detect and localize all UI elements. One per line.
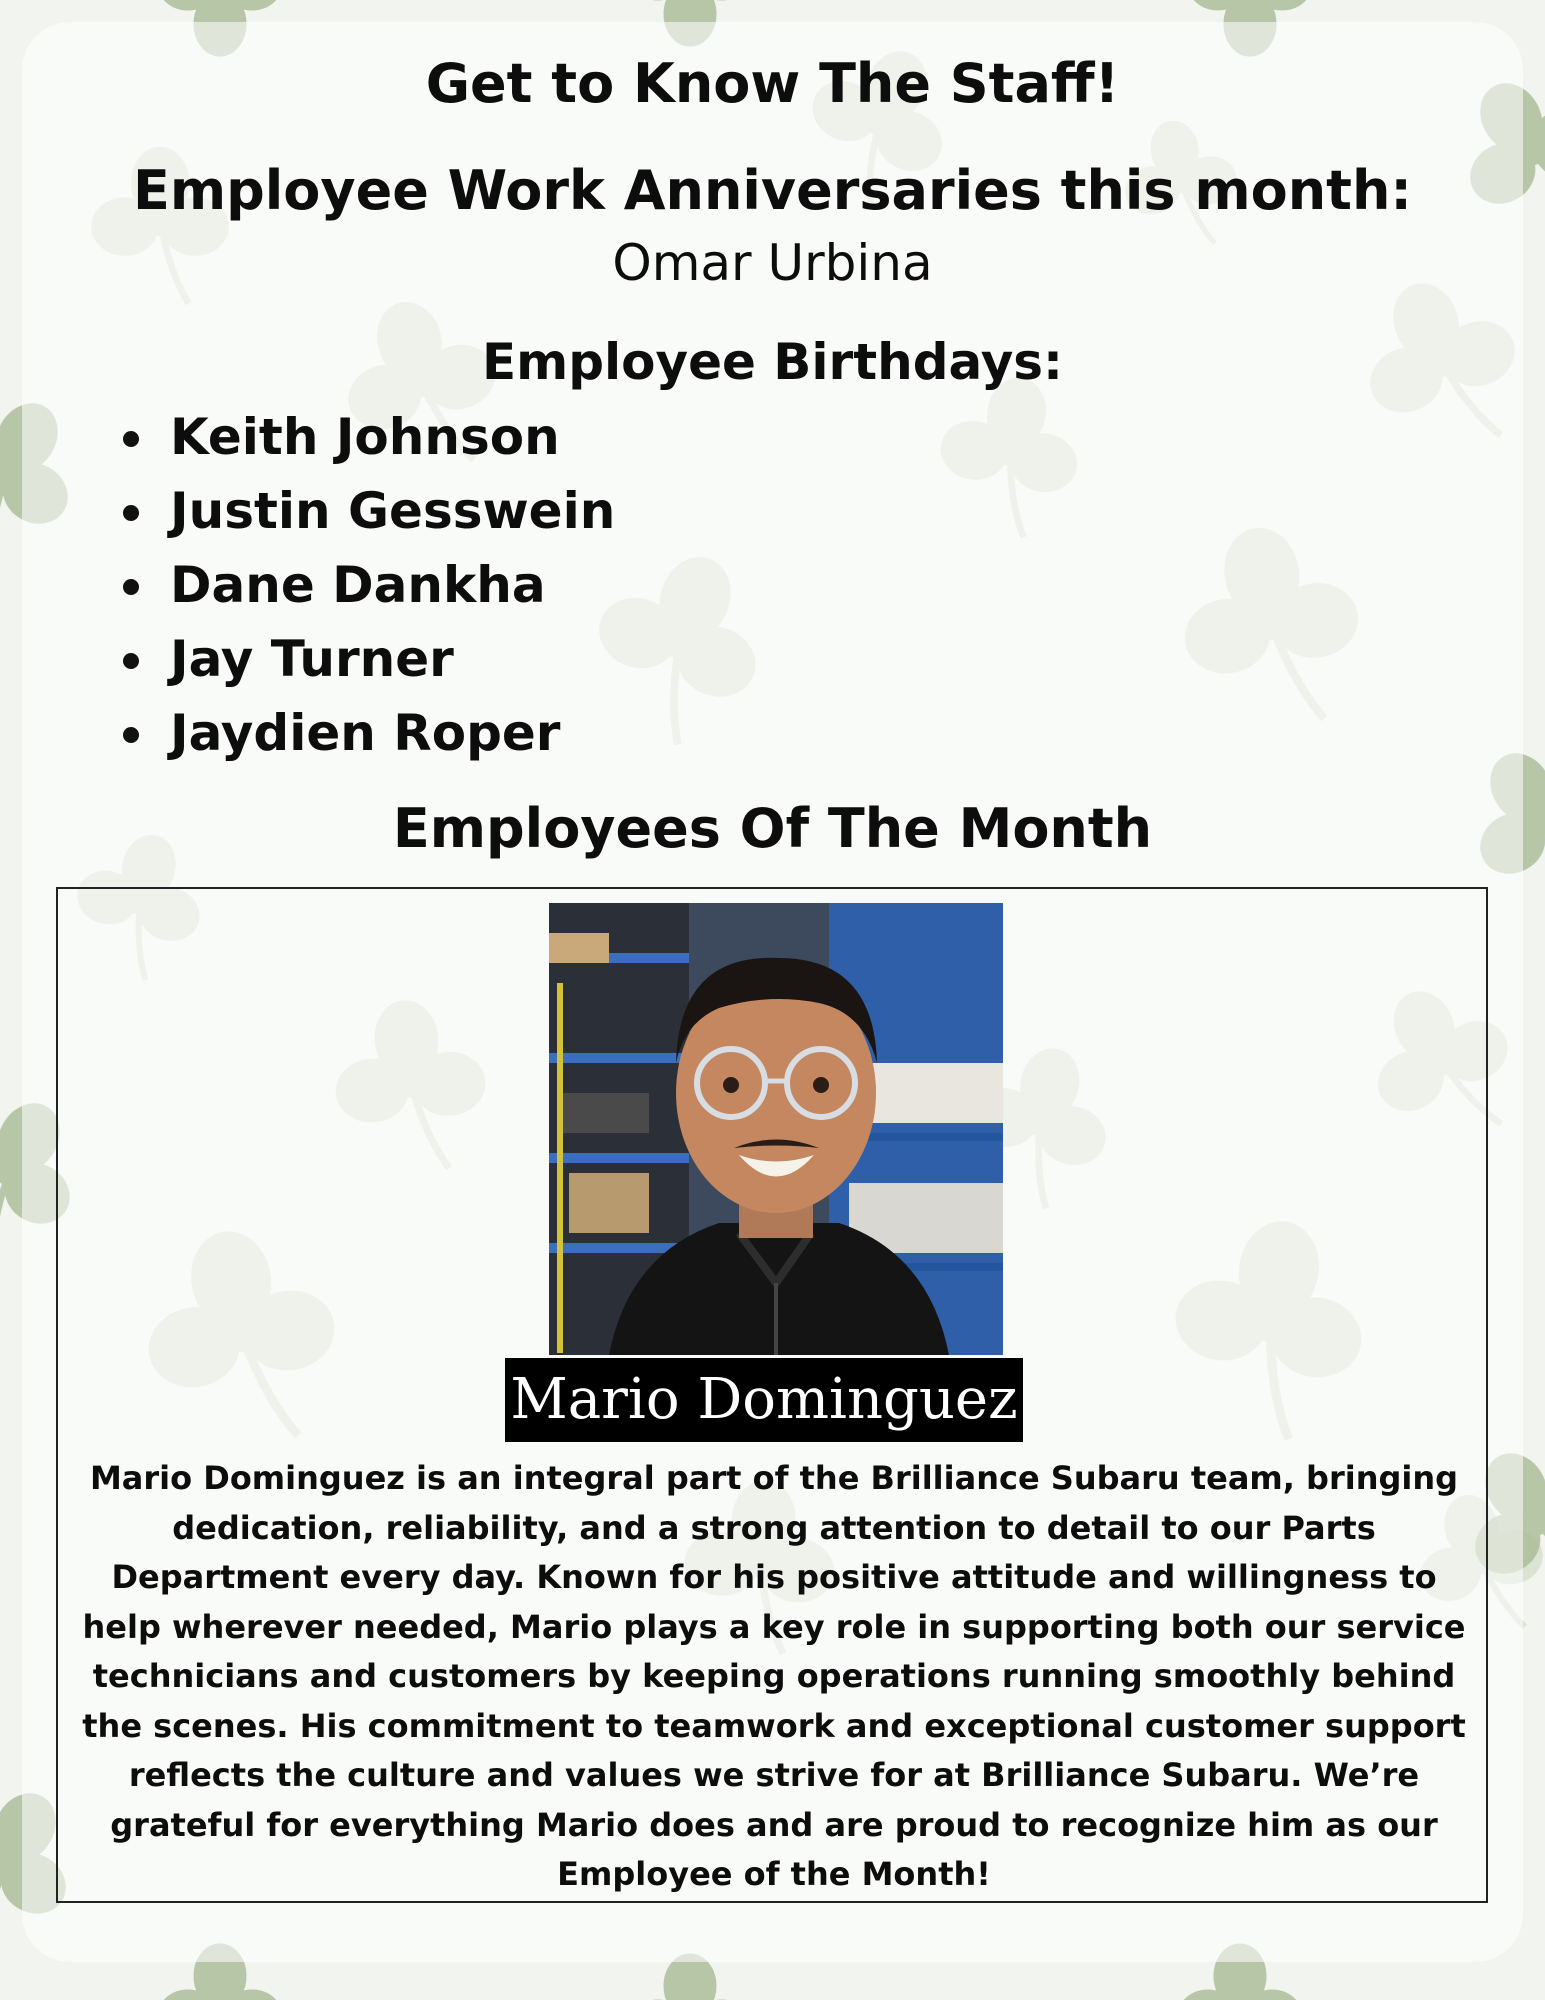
- employee-name: Mario Dominguez: [505, 1358, 1023, 1442]
- birthday-item: Keith Johnson: [120, 400, 615, 474]
- employee-of-month-heading: Employees Of The Month: [392, 797, 1153, 860]
- birthday-item: Jaydien Roper: [120, 696, 615, 770]
- employee-of-month-box: [56, 887, 1488, 1903]
- birthday-item: Dane Dankha: [120, 548, 615, 622]
- birthday-item: Justin Gesswein: [120, 474, 615, 548]
- birthdays-list: [120, 400, 615, 770]
- employee-photo: [549, 903, 1003, 1355]
- anniversary-name: Omar Urbina: [612, 234, 933, 292]
- page-title: Get to Know The Staff!: [425, 52, 1120, 115]
- birthdays-heading: Employee Birthdays:: [481, 333, 1064, 391]
- employee-bio: Mario Dominguez is an integral part of the Brilliance Subaru team, bringing dedication, reliability, and a strong attention to detail to our Parts Department every day. Known for his positive attitude and willingness to help wherever needed, Mario plays a key role in supporting both our service technicians and customers by keeping operations running smoothly behind the scenes. His commitment to teamwork and exceptional customer support reflects the culture and values we strive for at Brilliance Subaru. We’re grateful for everything Mario does and are proud to recognize him as our Employee of the Month!: [82, 1459, 1466, 1893]
- anniversaries-heading: Employee Work Anniversaries this month:: [132, 159, 1413, 222]
- birthday-item: Jay Turner: [120, 622, 615, 696]
